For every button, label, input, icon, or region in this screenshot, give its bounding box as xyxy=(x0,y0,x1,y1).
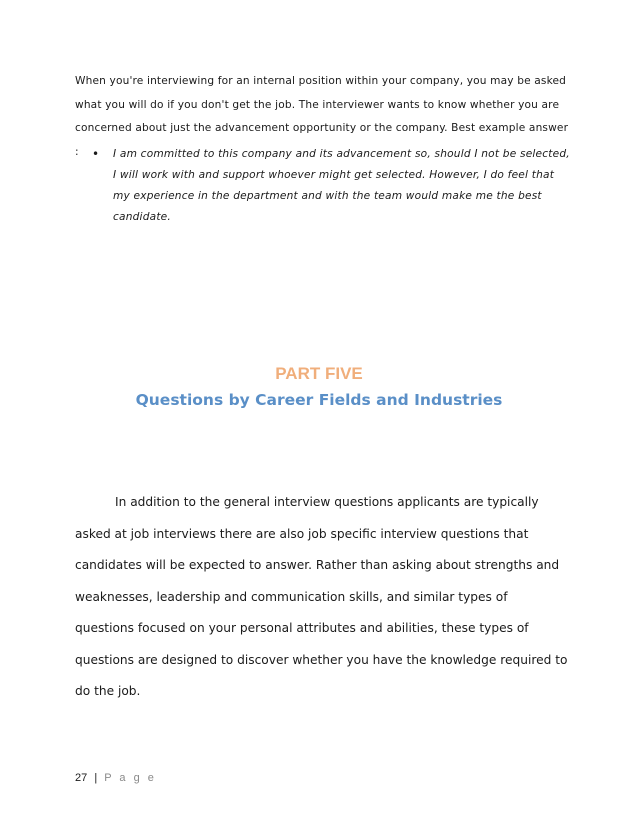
section-title-block xyxy=(0,388,638,412)
page-number: 27 xyxy=(75,772,88,784)
bullet-icon: • xyxy=(92,147,100,161)
page-label: P a g e xyxy=(104,772,157,784)
intro-paragraph: When you're interviewing for an internal position within your company, you may be asked what you will do if you don't get the job. The interviewer wants to know whether you are concerned about just the advancement opportunity or the company. Best example answer : xyxy=(75,75,569,158)
section-title: Questions by Career Fields and Industries xyxy=(135,391,503,409)
footer-separator: | xyxy=(94,772,98,784)
example-answer-text: I am committed to this company and its advancement so, should I not be selected, I will work with and support whoever might get selected. However, I do feel that my experience in the department and with the team would make me the best candidate. xyxy=(113,148,570,223)
part-heading xyxy=(0,362,638,386)
body-paragraph-block xyxy=(75,487,570,708)
part-label: PART FIVE xyxy=(275,364,363,383)
body-paragraph: In addition to the general interview questions applicants are typically asked at job interviews there are also job specific interview questions that candidates will be expected to answer. Rather than asking about strengths and weaknesses, leadership and communication skills, and similar types of questions focused on your personal attributes and abilities, these types of questions are designed to discover whether you have the knowledge required to do the job. xyxy=(75,495,568,698)
page-footer xyxy=(75,770,156,786)
